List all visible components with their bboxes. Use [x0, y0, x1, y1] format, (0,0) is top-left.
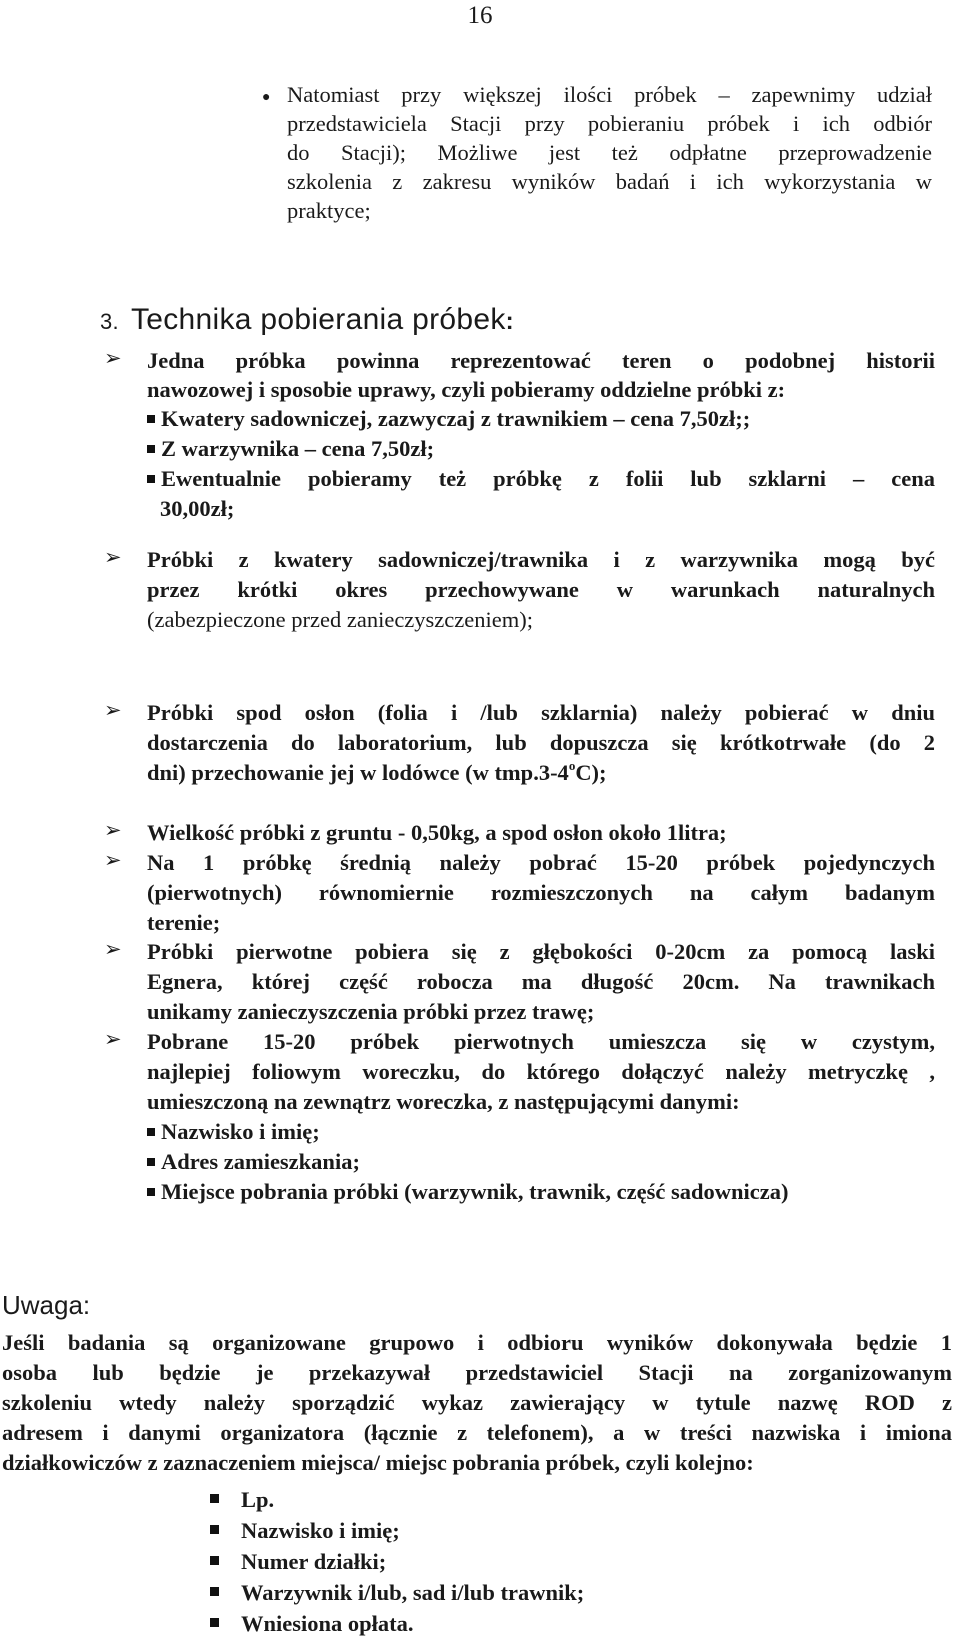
square-bullet-icon — [147, 1188, 155, 1196]
text-line: Na 1 próbkę średnią należy pobrać 15-20 próbek pojedynczych — [147, 850, 935, 875]
arrow-bullet-icon: ➢ — [104, 545, 122, 569]
page-number: 16 — [467, 2, 493, 29]
list-item: Lp. — [210, 1484, 910, 1515]
note-heading: Uwaga: — [2, 1290, 91, 1320]
square-bullet-icon — [147, 475, 155, 483]
item-1-sublist — [147, 404, 935, 524]
sub-item-continuation: 30,00zł; — [160, 496, 235, 521]
text-line: Pobrane 15-20 próbek pierwotnych umieszcza się w czystym, — [147, 1029, 935, 1054]
text-line: Próbki pierwotne pobiera się z głębokości 0-20cm za pomocą laski — [147, 939, 935, 964]
arrow-bullet-icon: ➢ — [104, 848, 122, 872]
text-line: przedstawiciela Stacji przy pobieraniu próbek i ich odbiór — [287, 111, 932, 136]
bullet-dot-icon: ● — [262, 90, 271, 105]
text-line: nawozowej i sposobie uprawy, czyli pobieramy oddzielne próbki z: — [147, 377, 786, 402]
item-3 — [147, 698, 935, 788]
sub-item: Ewentualnie pobieramy też próbkę z folii lub szklarni – cena — [147, 464, 935, 494]
text-line: Próbki spod osłon (folia i /lub szklarnia) należy pobierać w dniu — [147, 700, 935, 725]
item-7-sublist — [147, 1117, 935, 1207]
text-line: Próbki z kwatery sadowniczej/trawnika i z warzywnika mogą być — [147, 547, 935, 572]
arrow-bullet-icon: ➢ — [104, 818, 122, 842]
square-bullet-icon — [210, 1587, 219, 1596]
sub-item: Z warzywnika – cena 7,50zł; — [147, 434, 935, 464]
square-bullet-icon — [210, 1525, 219, 1534]
sub-item: Nazwisko i imię; — [147, 1117, 935, 1147]
text-line: Jeśli badania są organizowane grupowo i odbioru wyników dokonywała będzie 1 — [2, 1330, 952, 1355]
item-5 — [147, 848, 935, 938]
text-line: dostarczenia do laboratorium, lub dopuszcza się krótkotrwałe (do 2 — [147, 730, 935, 755]
text-line: przez krótki okres przechowywane w warunkach naturalnych — [147, 577, 935, 602]
text-line: do Stacji); Możliwe jest też odpłatne przeprowadzenie — [287, 140, 932, 165]
section-number: 3. — [100, 309, 119, 334]
list-item: Wniesiona opłata. — [210, 1608, 910, 1639]
text-line: praktyce; — [287, 198, 371, 223]
square-bullet-icon — [210, 1556, 219, 1565]
list-item: Warzywnik i/lub, sad i/lub trawnik; — [210, 1577, 910, 1608]
section-colon: : — [505, 308, 514, 335]
text-line: adresem i danymi organizatora (łącznie z telefonem), a w treści nazwiska i imiona — [2, 1420, 952, 1445]
text-line: Jedna próbka powinna reprezentować teren o podobnej historii — [147, 348, 935, 373]
text-line: szkolenia z zakresu wyników badań i ich wykorzystania w — [287, 169, 932, 194]
text-line: (zabezpieczone przed zanieczyszczeniem); — [147, 607, 533, 632]
text-line: umieszczoną na zewnątrz woreczka, z następującymi danymi: — [147, 1089, 740, 1114]
square-bullet-icon — [147, 1158, 155, 1166]
text-line: (pierwotnych) równomiernie rozmieszczonych na całym badanym — [147, 880, 935, 905]
item-2 — [147, 545, 935, 635]
text-line: Natomiast przy większej ilości próbek – zapewnimy udział — [287, 82, 932, 107]
list-item: Nazwisko i imię; — [210, 1515, 910, 1546]
item-1 — [147, 346, 935, 404]
text-line: działkowiczów z zaznaczeniem miejsca/ miejsc pobrania próbek, czyli kolejno: — [2, 1450, 754, 1475]
square-bullet-icon — [210, 1618, 219, 1627]
item-6 — [147, 937, 935, 1027]
square-bullet-icon — [147, 1128, 155, 1136]
square-bullet-icon — [147, 415, 155, 423]
text-line: terenie; — [147, 910, 221, 935]
text-line: Egnera, której część robocza ma długość 20cm. Na trawnikach — [147, 969, 935, 994]
list-item: Numer działki; — [210, 1546, 910, 1577]
note-list — [210, 1484, 910, 1639]
arrow-bullet-icon: ➢ — [104, 1027, 122, 1051]
text-line: osoba lub będzie je przekazywał przedstawiciel Stacji na zorganizowanym — [2, 1360, 952, 1385]
text-line: Wielkość próbki z gruntu - 0,50kg, a spod osłon około 1litra; — [147, 820, 727, 845]
arrow-bullet-icon: ➢ — [104, 698, 122, 722]
text-line: szkoleniu wtedy należy sporządzić wykaz zawierający w tytule nazwę ROD z — [2, 1390, 952, 1415]
square-bullet-icon — [147, 445, 155, 453]
item-4 — [147, 818, 935, 847]
intro-paragraph — [287, 80, 932, 225]
section-title: Technika pobierania próbek — [130, 303, 506, 336]
text-line: unikamy zanieczyszczenia próbki przez trawę; — [147, 999, 595, 1024]
text-line: najlepiej foliowym woreczku, do którego dołączyć należy metryczkę , — [147, 1059, 935, 1084]
sub-item: Kwatery sadowniczej, zazwyczaj z trawnikiem – cena 7,50zł;; — [147, 404, 935, 434]
text-line: dni) przechowanie jej w lodówce (w tmp.3-4$^o$C); — [147, 758, 607, 785]
arrow-bullet-icon: ➢ — [104, 346, 122, 370]
note-paragraph — [2, 1328, 952, 1478]
sub-item: Miejsce pobrania próbki (warzywnik, trawnik, część sadownicza) — [147, 1177, 935, 1207]
section-heading — [100, 303, 514, 337]
sub-item: Adres zamieszkania; — [147, 1147, 935, 1177]
item-7 — [147, 1027, 935, 1117]
square-bullet-icon — [210, 1494, 219, 1503]
arrow-bullet-icon: ➢ — [104, 937, 122, 961]
